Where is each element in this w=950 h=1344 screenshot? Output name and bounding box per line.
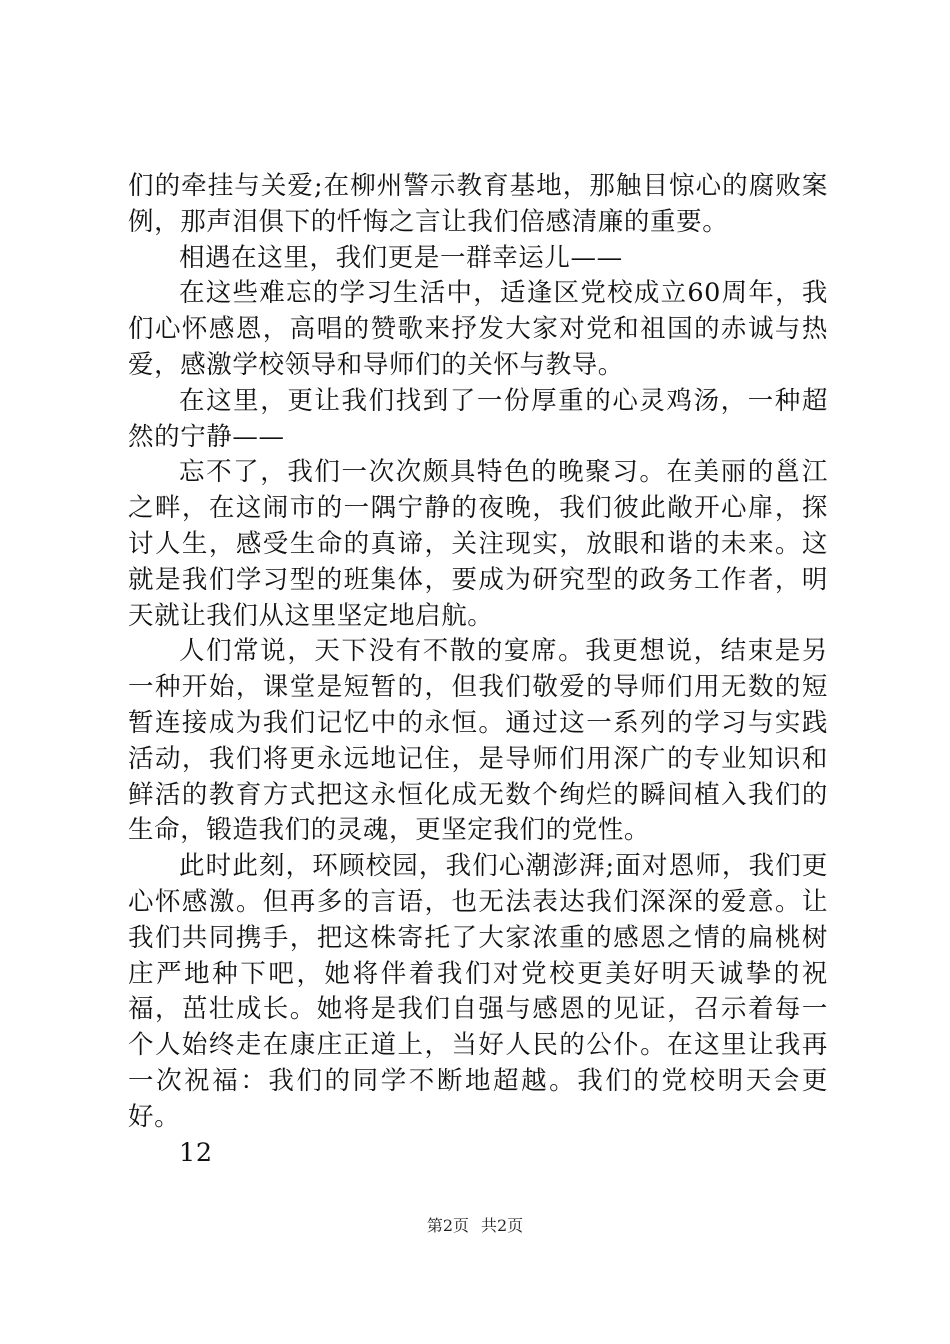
paragraph-gratitude: 此时此刻，环顾校园，我们心潮澎湃;面对恩师，我们更心怀感激。但再多的言语，也无法表达我们深深的爱意。让我们共同携手，把这株寄托了大家浓重的感恩之情的扁桃树庄严地种下吧，她将伴着我们对党校更美好明天诚挚的祝福，茁壮成长。她将是我们自强与感恩的见证，召示着每一个人始终走在康庄正道上，当好人民的公仆。在这里让我再一次祝福：我们的同学不断地超越。我们的党校明天会更好。: [128, 851, 828, 1132]
page-number-total: 共2页: [481, 1216, 524, 1235]
page-number-current: 第2页: [426, 1216, 469, 1235]
paragraph-number: 12: [179, 1137, 213, 1168]
paragraph-tranquility: 在这里，更让我们找到了一份厚重的心灵鸡汤，一种超然的宁静——: [128, 385, 828, 452]
page-footer: [0, 1216, 950, 1236]
paragraph-lucky-ones: 相遇在这里，我们更是一群幸运儿——: [179, 242, 623, 273]
paragraph-evening-study: 忘不了，我们一次次颇具特色的晚聚习。在美丽的邕江之畔，在这闹市的一隅宁静的夜晚，我们彼此敞开心扉，探讨人生，感受生命的真谛，关注现实，放眼和谐的未来。这就是我们学习型的班集体，要成为研究型的政务工作者，明天就让我们从这里坚定地启航。: [128, 457, 828, 631]
paragraph-anniversary: 在这些难忘的学习生活中，适逢区党校成立60周年，我们心怀感恩，高唱的赞歌来抒发大家对党和祖国的赤诚与热爱，感激学校领导和导师们的关怀与教导。: [128, 278, 828, 380]
paragraph-continuation: 们的牵挂与关爱;在柳州警示教育基地，那触目惊心的腐败案例，那声泪俱下的忏悔之言让我们倍感清廉的重要。: [128, 171, 828, 237]
paragraph-farewell: 人们常说，天下没有不散的宴席。我更想说，结束是另一种开始，课堂是短暂的，但我们敬爱的导师们用无数的短暂连接成为我们记忆中的永恒。通过这一系列的学习与实践活动，我们将更永远地记住，是导师们用深广的专业知识和鲜活的教育方式把这永恒化成无数个绚烂的瞬间植入我们的生命，锻造我们的灵魂，更坚定我们的党性。: [128, 636, 828, 846]
document-body: [128, 169, 828, 1171]
